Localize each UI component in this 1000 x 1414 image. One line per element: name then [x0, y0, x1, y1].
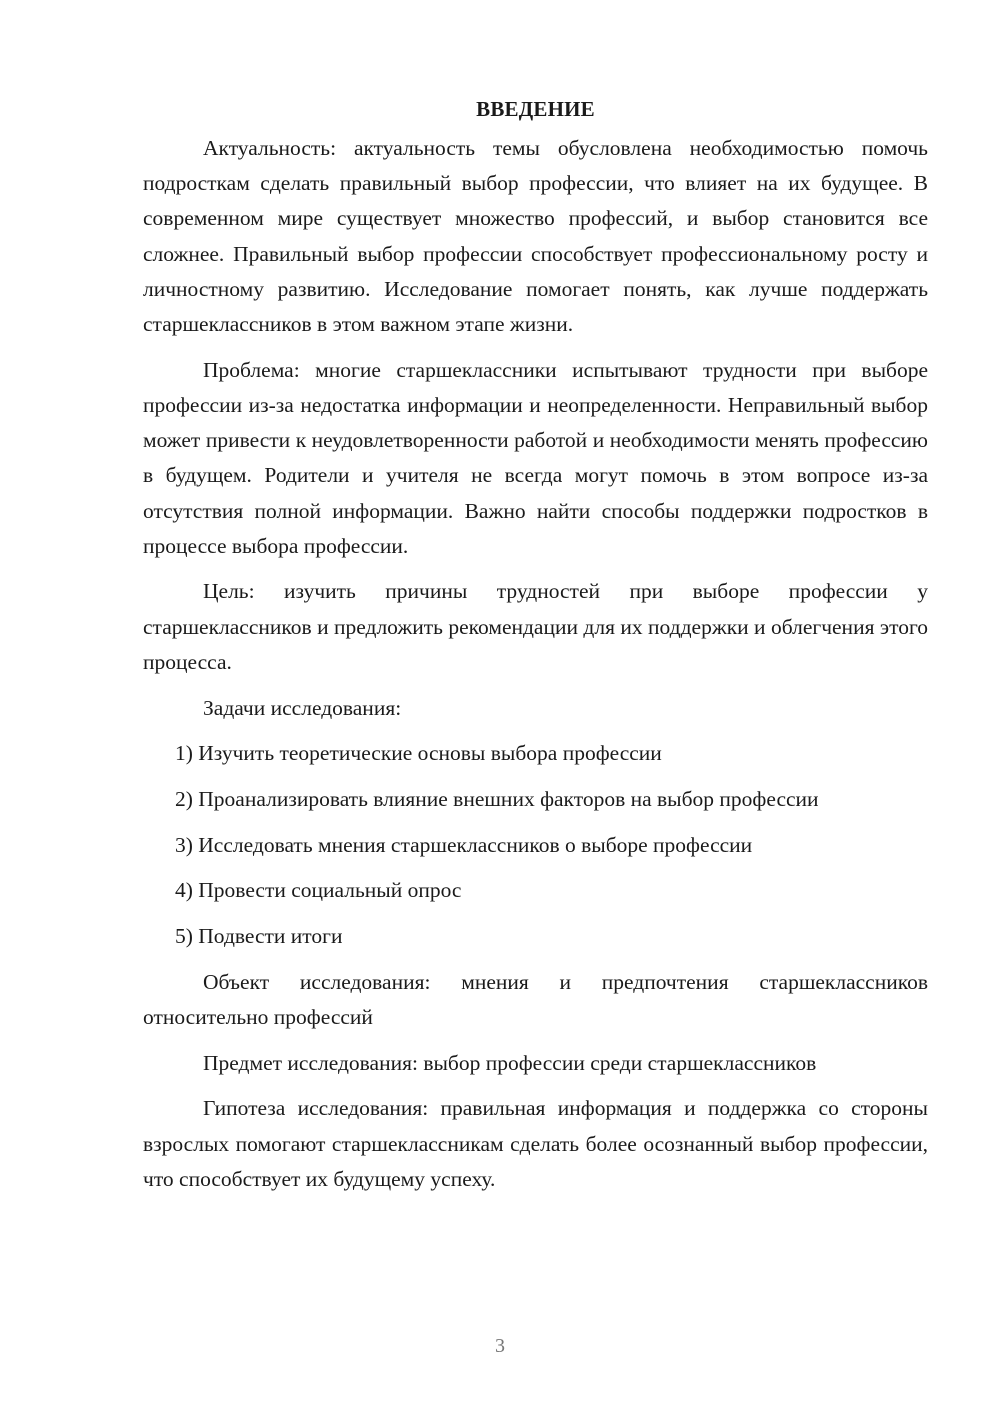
task-item-2: 2) Проанализировать влияние внешних факторов на выбор профессии	[175, 786, 819, 811]
relevance-paragraph: Актуальность: актуальность темы обусловлена необходимостью помочь подросткам сделать правильный выбор профессии, что влияет на их будущее. В современном мире существует множество профессий, и выбор становится все сложнее. Правильный выбор профессии способствует профессиональному росту и личностному развитию. Исследование помогает понять, как лучше поддержать старшеклассников в этом важном этапе жизни.	[143, 136, 928, 337]
page-number: 3	[495, 1335, 505, 1357]
section-title: ВВЕДЕНИЕ	[476, 97, 595, 121]
task-item-4: 4) Провести социальный опрос	[175, 878, 462, 903]
tasks-list	[143, 736, 928, 954]
goal-paragraph: Цель: изучить причины трудностей при выборе профессии у старшеклассников и предложить рекомендации для их поддержки и облегчения этого процесса.	[143, 579, 928, 674]
task-item-3: 3) Исследовать мнения старшеклассников о выборе профессии	[175, 832, 753, 857]
subject-paragraph: Предмет исследования: выбор профессии среди старшеклассников	[203, 1050, 817, 1075]
task-item-5: 5) Подвести итоги	[175, 924, 343, 949]
task-item-1: 1) Изучить теоретические основы выбора профессии	[175, 741, 662, 766]
object-paragraph: Объект исследования: мнения и предпочтения старшеклассников относительно профессий	[143, 969, 928, 1029]
problem-paragraph: Проблема: многие старшеклассники испытывают трудности при выборе профессии из-за недостатка информации и неопределенности. Неправильный выбор может привести к неудовлетворенности работой и необходимости менять профессию в будущем. Родители и учителя не всегда могут помочь в этом вопросе из-за отсутствия полной информации. Важно найти способы поддержки подростков в процессе выбора профессии.	[143, 357, 928, 558]
tasks-heading: Задачи исследования:	[203, 695, 402, 720]
hypothesis-paragraph: Гипотеза исследования: правильная информация и поддержка со стороны взрослых помогают старшеклассникам сделать более осознанный выбор профессии, что способствует их будущему успеху.	[143, 1096, 928, 1191]
document-page	[143, 92, 928, 1207]
